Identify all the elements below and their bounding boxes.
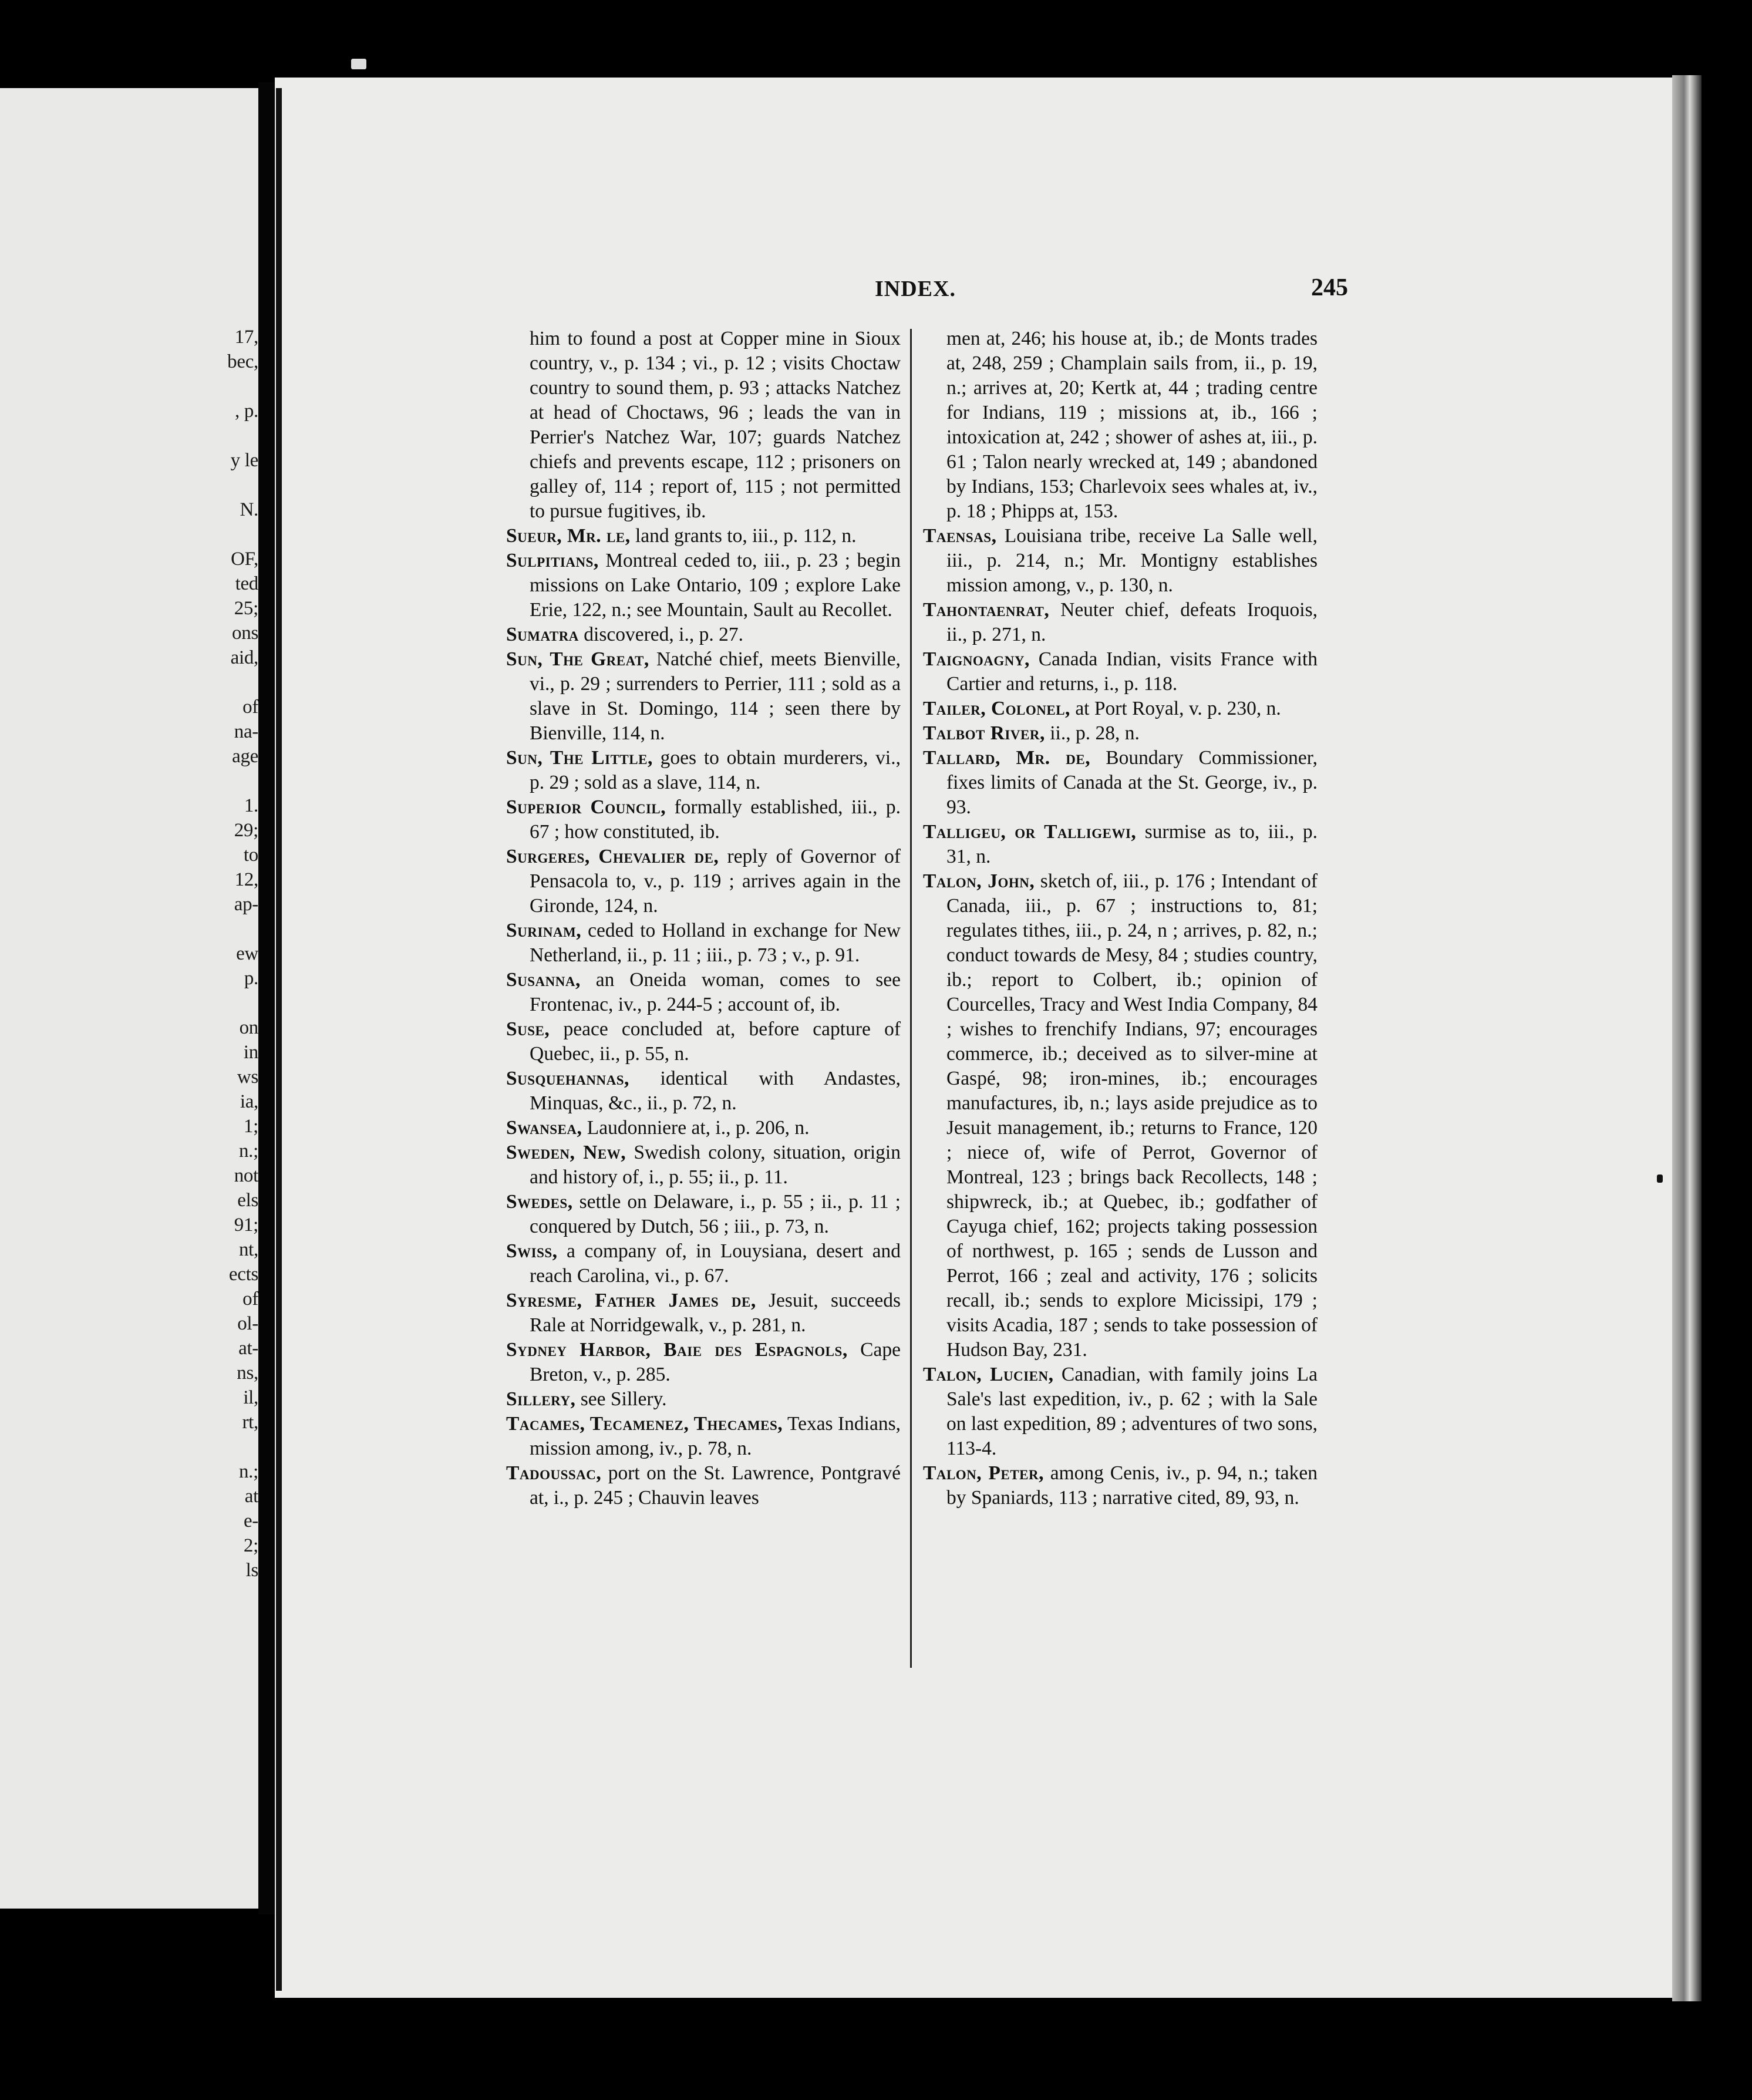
facing-page-line: 12,	[234, 869, 258, 890]
index-entry	[506, 327, 901, 524]
entry-text: see Sillery.	[575, 1388, 667, 1410]
page-title: INDEX.	[875, 277, 956, 301]
entry-headword: Taignoagny,	[923, 648, 1030, 670]
facing-page-line: ew	[236, 943, 258, 964]
facing-page-line: els	[237, 1190, 258, 1211]
entry-text: identical with Andastes, Minquas, &c., ii., p. 72, n.	[530, 1068, 901, 1114]
facing-page-line: ls	[245, 1560, 258, 1581]
facing-page-line: ects	[228, 1264, 258, 1285]
entry-text: Texas Indians, mission among, iv., p. 78, n.	[530, 1413, 901, 1459]
index-entry	[506, 647, 901, 746]
entry-headword: Tallard, Mr. de,	[923, 747, 1091, 769]
index-entry	[923, 721, 1318, 746]
index-entry	[923, 524, 1318, 598]
facing-page-line: 91;	[234, 1214, 258, 1236]
index-entry	[506, 844, 901, 918]
facing-page-line: not	[234, 1165, 258, 1186]
index-entry	[506, 524, 901, 548]
entry-text: Canadian, with family joins La Sale's last expedition, iv., p. 62 ; with la Sale on last expedition, 89 ; adventures of two sons, 113-4.	[946, 1364, 1318, 1459]
facing-page-line: to	[243, 844, 258, 866]
entry-headword: Tahontaenrat,	[923, 599, 1050, 621]
entry-headword: Susquehannas,	[506, 1068, 629, 1089]
entry-text: discovered, i., p. 27.	[578, 624, 743, 645]
index-entry	[506, 746, 901, 795]
index-entry	[506, 1066, 901, 1116]
entry-text: sketch of, iii., p. 176 ; Intendant of Canada, iii., p. 67 ; instructions to, 81; regulates tithes, iii., p. 24, n ; arrives, p. 82, n.; conduct towards de Mesy, 84 ; studies country, ib.; report to Colbert, ib.; opinion of Courcelles, Tracy and West India Company, 84 ; wishes to frenchify Indians, 97; encourages commerce, ib.; deceived as to silver-mine at Gaspé, 98; iron-mines, ib.; encourages manufactures, ib, n.; lays aside prejudice as to Jesuit management, ib.; returns to France, 120 ; niece of, wife of Perrot, Governor of Montreal, 123 ; brings back Recollects, 148 ; shipwreck, ib.; at Quebec, ib.; godfather of Cayuga chief, 162; projects taking possession of northwest, p. 165 ; sends de Lusson and Perrot, 166 ; zeal and activity, 176 ; solicits recall, ib.; sends to explore Micissipi, 179 ; visits Acadia, 187 ; sends to take possession of Hudson Bay, 231.	[946, 870, 1318, 1361]
facing-page-line	[0, 376, 258, 401]
facing-page-line: ap-	[234, 894, 258, 915]
column-divider	[910, 329, 912, 1668]
facing-page-line: nt,	[238, 1239, 258, 1260]
facing-page-line: 29;	[234, 820, 258, 841]
entry-text: an Oneida woman, comes to see Frontenac, iv., p. 244-5 ; account of, ib.	[530, 969, 901, 1015]
entry-headword: Talbot River,	[923, 722, 1045, 744]
entry-text: settle on Delaware, i., p. 55 ; ii., p. 11 ; conquered by Dutch, 56 ; iii., p. 73, n.	[530, 1191, 901, 1237]
entry-text: him to found a post at Copper mine in Sioux country, v., p. 134 ; vi., p. 12 ; visits Choctaw country to sound them, p. 93 ; attacks Natchez at head of Choctaws, 96 ; leads the van in Perrier's Natchez War, 107; guards Natchez chiefs and prevents escape, 112 ; prisoners on galley of, 114 ; report of, 115 ; not permitted to pursue fugitives, ib.	[530, 328, 901, 522]
facing-page-line: 25;	[234, 598, 258, 619]
entry-text: Boundary Commissioner, fixes limits of Canada at the St. George, iv., p. 93.	[946, 747, 1318, 818]
entry-headword: Swedes,	[506, 1191, 573, 1213]
index-entry	[506, 1461, 901, 1510]
facing-page-line: on	[239, 1017, 258, 1038]
entry-text: Swedish colony, situation, origin and history of, i., p. 55; ii., p. 11.	[530, 1142, 901, 1188]
entry-text: Montreal ceded to, iii., p. 23 ; begin missions on Lake Ontario, 109 ; explore Lake Erie, 122, n.; see Mountain, Sault au Recollet.	[530, 550, 901, 621]
entry-headword: Sillery,	[506, 1388, 576, 1410]
index-entry	[506, 1140, 901, 1190]
index-entry	[506, 622, 901, 647]
entry-headword: Superior Council,	[506, 796, 666, 818]
entry-headword: Sumatra	[506, 624, 579, 645]
index-entry	[506, 1387, 901, 1412]
stray-mark	[1657, 1174, 1663, 1183]
entry-text: at Port Royal, v. p. 230, n.	[1070, 698, 1281, 719]
entry-text: Jesuit, succeeds Rale at Norridgewalk, v., p. 281, n.	[530, 1290, 901, 1336]
entry-headword: Swiss,	[506, 1240, 558, 1262]
index-entry	[506, 1412, 901, 1461]
index-entry	[506, 968, 901, 1017]
entry-headword: Susanna,	[506, 969, 581, 991]
entry-text: Canada Indian, visits France with Cartier and returns, i., p. 118.	[946, 648, 1318, 695]
index-entry	[506, 1338, 901, 1387]
index-entry	[506, 1239, 901, 1288]
index-entry	[923, 647, 1318, 696]
entry-headword: Surgeres, Chevalier de,	[506, 846, 719, 867]
facing-page-line: at-	[238, 1338, 258, 1359]
facing-page-line	[0, 1436, 258, 1461]
facing-page-line: of	[242, 696, 258, 718]
entry-headword: Swansea,	[506, 1117, 582, 1139]
entry-text: among Cenis, iv., p. 94, n.; taken by Spaniards, 113 ; narrative cited, 89, 93, n.	[946, 1462, 1318, 1509]
entry-text: men at, 246; his house at, ib.; de Monts trades at, 248, 259 ; Champlain sails from, ii., p. 19, n.; arrives at, 20; Kertk at, 44 ; trading centre for Indians, 119 ; missions at, ib., 166 ; intoxication at, 242 ; shower of ashes at, iii., p. 61 ; Talon nearly wrecked at, 149 ; abandoned by Indians, 153; Charlevoix sees whales at, iv., p. 18 ; Phipps at, 153.	[946, 328, 1318, 522]
entry-headword: Suse,	[506, 1018, 550, 1040]
index-entry	[923, 869, 1318, 1362]
index-entry	[506, 1017, 901, 1066]
index-entry	[506, 548, 901, 622]
entry-text: port on the St. Lawrence, Pontgravé at, i., p. 245 ; Chauvin leaves	[530, 1462, 901, 1509]
facing-page-line: OF,	[231, 548, 258, 570]
book-gutter	[258, 82, 276, 1914]
entry-headword: Sydney Harbor, Baie des Espagnols,	[506, 1339, 848, 1361]
facing-page-line: ws	[237, 1066, 258, 1088]
entry-text: Cape Breton, v., p. 285.	[530, 1339, 901, 1385]
index-entry	[506, 795, 901, 844]
facing-page-line	[0, 425, 258, 450]
facing-page-line	[0, 474, 258, 499]
facing-page-line	[0, 672, 258, 696]
entry-headword: Talon, Lucien,	[923, 1364, 1054, 1385]
facing-page-line: ns,	[237, 1362, 258, 1384]
facing-page-line: na-	[234, 721, 258, 742]
facing-page-line: bec,	[227, 351, 258, 372]
entry-headword: Sun, The Little,	[506, 747, 653, 769]
index-entry	[506, 918, 901, 968]
facing-page-line	[0, 524, 258, 548]
facing-page-line: n.;	[238, 1461, 258, 1482]
facing-page-line: at	[244, 1486, 258, 1507]
entry-text: Natché chief, meets Bienville, vi., p. 29 ; surrenders to Perrier, 111 ; sold as a slave in St. Domingo, 114 ; seen there by Bienville, 114, n.	[530, 648, 901, 744]
facing-page-line: age	[232, 746, 258, 767]
entry-headword: Taensas,	[923, 525, 997, 547]
facing-page-line: ted	[235, 573, 258, 594]
facing-page-line: rt,	[242, 1412, 258, 1433]
index-entry	[923, 746, 1318, 820]
entry-text: Laudonniere at, i., p. 206, n.	[582, 1117, 810, 1139]
entry-text: Neuter chief, defeats Iroquois, ii., p. 271, n.	[946, 599, 1318, 645]
facing-page-line: 1.	[244, 795, 258, 816]
entry-text: ii., p. 28, n.	[1045, 722, 1140, 744]
entry-text: land grants to, iii., p. 112, n.	[630, 525, 857, 547]
facing-page-line: , p.	[234, 401, 258, 422]
facing-page-line	[0, 770, 258, 795]
entry-headword: Sweden, New,	[506, 1142, 626, 1163]
facing-page-line: y le	[230, 450, 258, 471]
facing-page-line: e-	[243, 1510, 258, 1532]
facing-page-line: 1;	[243, 1116, 258, 1137]
entry-text: peace concluded at, before capture of Quebec, ii., p. 55, n.	[530, 1018, 901, 1065]
facing-page-line: 2;	[243, 1535, 258, 1556]
index-entry	[506, 1116, 901, 1140]
entry-text: goes to obtain murderers, vi., p. 29 ; sold as a slave, 114, n.	[530, 747, 901, 793]
entry-text: Louisiana tribe, receive La Salle well, iii., p. 214, n.; Mr. Montigny establishes mission among, v., p. 130, n.	[946, 525, 1318, 596]
entry-headword: Tailer, Colonel,	[923, 698, 1070, 719]
index-entry	[923, 820, 1318, 869]
entry-text: a company of, in Louysiana, desert and reach Carolina, vi., p. 67.	[530, 1240, 901, 1287]
entry-text: reply of Governor of Pensacola to, v., p. 119 ; arrives again in the Gironde, 124, n.	[530, 846, 901, 917]
page-stack-edge	[1672, 75, 1702, 2001]
index-entry	[506, 1288, 901, 1338]
entry-headword: Sueur, Mr. le,	[506, 525, 631, 547]
entry-headword: Sulpitians,	[506, 550, 599, 571]
facing-page-line: of	[242, 1288, 258, 1310]
facing-page-line: ons	[232, 622, 258, 644]
facing-page-line: ia,	[240, 1091, 258, 1112]
facing-page-line: aid,	[230, 647, 258, 668]
entry-text: surmise as to, iii., p. 31, n.	[946, 821, 1318, 867]
page-binding-edge	[276, 88, 282, 1991]
index-entry	[923, 598, 1318, 647]
facing-page-line: il,	[243, 1387, 258, 1408]
index-column-left	[506, 327, 901, 1510]
facing-page-line: p.	[244, 968, 258, 989]
index-entry	[923, 1362, 1318, 1461]
index-entry	[506, 1190, 901, 1239]
entry-headword: Talon, Peter,	[923, 1462, 1044, 1484]
facing-page-line: 17,	[234, 327, 258, 348]
facing-page-line	[0, 918, 258, 943]
facing-page-line: in	[243, 1042, 258, 1063]
entry-headword: Talon, John,	[923, 870, 1035, 892]
entry-text: formally established, iii., p. 67 ; how constituted, ib.	[530, 796, 901, 843]
facing-page-fragment	[0, 88, 258, 1909]
index-entry	[923, 696, 1318, 721]
entry-headword: Sun, The Great,	[506, 648, 649, 670]
index-entry	[923, 327, 1318, 524]
stray-speck	[351, 59, 366, 69]
entry-headword: Tadoussac,	[506, 1462, 602, 1484]
entry-headword: Tacames, Tecamenez, Thecames,	[506, 1413, 783, 1435]
facing-page-line: N.	[240, 499, 258, 520]
page-number: 245	[1311, 274, 1348, 301]
facing-page-line: ol-	[237, 1313, 258, 1334]
entry-headword: Syresme, Father James de,	[506, 1290, 756, 1311]
index-entry	[923, 1461, 1318, 1510]
entry-text: ceded to Holland in exchange for New Netherland, ii., p. 11 ; iii., p. 73 ; v., p. 91.	[530, 920, 901, 966]
index-column-right	[923, 327, 1318, 1510]
facing-page-line: n.;	[238, 1140, 258, 1162]
entry-headword: Surinam,	[506, 920, 582, 941]
facing-page-line	[0, 992, 258, 1017]
entry-headword: Talligeu, or Talligewi,	[923, 821, 1137, 843]
